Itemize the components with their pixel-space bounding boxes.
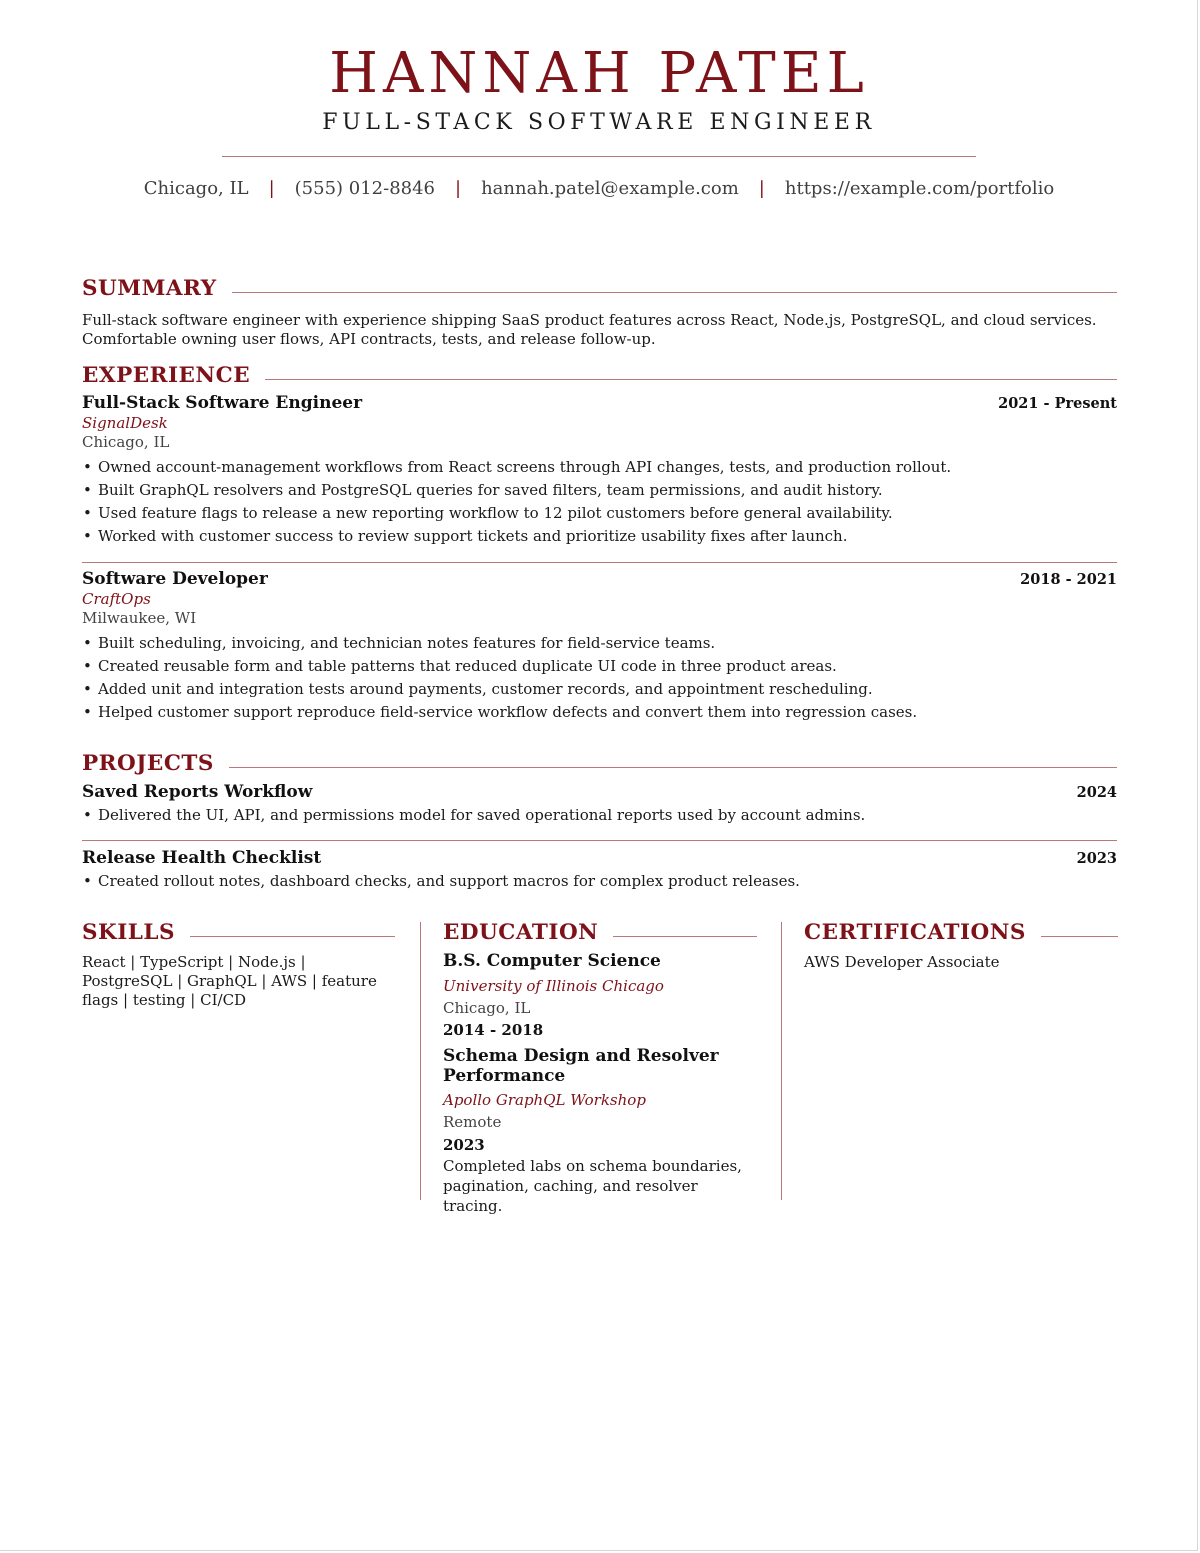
- job-title: Software Developer: [82, 569, 268, 589]
- education-location: Chicago, IL: [443, 999, 531, 1017]
- contact-location: Chicago, IL: [143, 178, 249, 199]
- job-bullet: • Helped customer support reproduce field-service workflow defects and convert them into regression cases.: [82, 701, 1117, 724]
- summary-heading-rule: [232, 292, 1117, 293]
- certifications-heading-rule: [1041, 936, 1118, 937]
- experience-heading-label: EXPERIENCE: [82, 363, 251, 388]
- project-year: 2023: [1076, 850, 1117, 867]
- education-heading-label: EDUCATION: [443, 920, 599, 945]
- job-bullet: • Worked with customer success to review support tickets and prioritize usability fixes after launch.: [82, 525, 1117, 548]
- projects-heading: [82, 749, 1117, 779]
- candidate-role: FULL-STACK SOFTWARE ENGINEER: [322, 110, 876, 135]
- job-dates: 2021 - Present: [998, 395, 1117, 412]
- job-location: Milwaukee, WI: [82, 609, 197, 627]
- contact-email[interactable]: hannah.patel@example.com: [481, 178, 739, 199]
- experience-entry: [82, 394, 1117, 548]
- experience-entry: [82, 570, 1117, 724]
- job-bullets: [82, 632, 1117, 724]
- certifications-heading: [804, 918, 1118, 948]
- summary-heading-label: SUMMARY: [82, 276, 217, 301]
- job-bullets: [82, 456, 1117, 548]
- certification-item: AWS Developer Associate: [804, 953, 1000, 971]
- summary-text: Full-stack software engineer with experience shipping SaaS product features across React, Node.js, PostgreSQL, and cloud services. Comfortable owning user flows, API contracts, tests, and release follow-up.: [82, 311, 1097, 348]
- education-note: Completed labs on schema boundaries, pagination, caching, and resolver tracing.: [443, 1157, 742, 1215]
- skills-heading-rule: [190, 936, 395, 937]
- education-school: University of Illinois Chicago: [443, 977, 664, 995]
- education-heading-rule: [613, 936, 757, 937]
- experience-divider: [82, 562, 1117, 563]
- certifications-heading-label: CERTIFICATIONS: [804, 920, 1026, 945]
- projects-heading-label: PROJECTS: [82, 751, 214, 776]
- candidate-name: HANNAH PATEL: [329, 41, 869, 106]
- job-bullet: • Owned account-management workflows from React screens through API changes, tests, and production rollout.: [82, 456, 1117, 479]
- projects-divider: [82, 840, 1117, 841]
- project-bullet: • Delivered the UI, API, and permissions model for saved operational reports used by account admins.: [82, 804, 1117, 827]
- job-location: Chicago, IL: [82, 433, 170, 451]
- education-heading: [443, 918, 757, 948]
- project-bullet: • Created rollout notes, dashboard checks, and support macros for complex product releases.: [82, 870, 1117, 893]
- project-bullets: [82, 870, 1117, 893]
- contact-separator: |: [268, 178, 275, 199]
- education-entry: [443, 1046, 757, 1216]
- education-column: [443, 918, 757, 1216]
- contact-phone[interactable]: (555) 012-8846: [294, 178, 436, 199]
- summary-heading: [82, 274, 1117, 304]
- skills-heading: [82, 918, 395, 948]
- job-company: CraftOps: [82, 590, 151, 608]
- job-bullet: • Used feature flags to release a new reporting workflow to 12 pilot customers before general availability.: [82, 502, 1117, 525]
- column-divider: [781, 922, 782, 1200]
- contact-line: [0, 175, 1198, 203]
- skills-column: [82, 918, 395, 1010]
- project-entry: [82, 783, 1117, 827]
- projects-heading-rule: [229, 767, 1117, 768]
- job-bullet: • Created reusable form and table patterns that reduced duplicate UI code in three product areas.: [82, 655, 1117, 678]
- project-title: Saved Reports Workflow: [82, 782, 313, 802]
- experience-heading-rule: [265, 379, 1117, 380]
- column-divider: [420, 922, 421, 1200]
- job-title: Full-Stack Software Engineer: [82, 393, 363, 413]
- job-company: SignalDesk: [82, 414, 168, 432]
- education-degree: B.S. Computer Science: [443, 951, 661, 971]
- header-divider: [222, 156, 976, 157]
- project-entry: [82, 849, 1117, 893]
- education-entry: [443, 950, 757, 1041]
- education-dates: 2014 - 2018: [443, 1021, 544, 1039]
- education-school: Apollo GraphQL Workshop: [443, 1091, 646, 1109]
- education-degree: Schema Design and Resolver Performance: [443, 1046, 719, 1086]
- project-title: Release Health Checklist: [82, 848, 322, 868]
- contact-website[interactable]: https://example.com/portfolio: [784, 178, 1055, 199]
- job-dates: 2018 - 2021: [1020, 571, 1117, 588]
- certifications-column: [804, 918, 1118, 972]
- skills-list: React | TypeScript | Node.js | PostgreSQL | GraphQL | AWS | feature flags | testing | CI/CD: [82, 953, 377, 1009]
- job-bullet: • Added unit and integration tests around payments, customer records, and appointment rescheduling.: [82, 678, 1117, 701]
- skills-heading-label: SKILLS: [82, 920, 176, 945]
- job-bullet: • Built GraphQL resolvers and PostgreSQL queries for saved filters, team permissions, and audit history.: [82, 479, 1117, 502]
- project-year: 2024: [1076, 784, 1117, 801]
- job-bullet: • Built scheduling, invoicing, and technician notes features for field-service teams.: [82, 632, 1117, 655]
- education-dates: 2023: [443, 1136, 485, 1154]
- contact-separator: |: [455, 178, 462, 199]
- project-bullets: [82, 804, 1117, 827]
- education-location: Remote: [443, 1113, 502, 1131]
- experience-heading: [82, 361, 1117, 391]
- contact-separator: |: [758, 178, 765, 199]
